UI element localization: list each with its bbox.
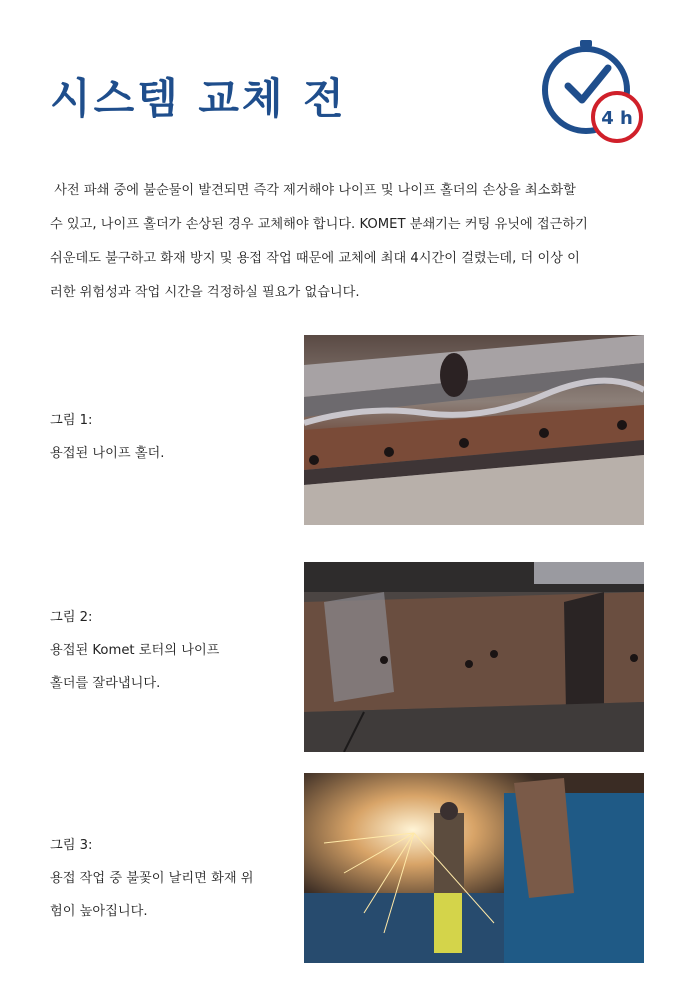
figure-label: 그림 2: <box>50 610 93 625</box>
figure-label: 그림 3: <box>50 838 93 853</box>
figure-3-caption <box>50 829 290 928</box>
figure-text: 홀더를 잘라냅니다. <box>50 676 161 691</box>
figure-label: 그림 1: <box>50 413 93 428</box>
intro-line: 러한 위험성과 작업 시간을 걱정하실 필요가 없습니다. <box>50 285 360 300</box>
figure-text: 용접 작업 중 불꽃이 날리면 화재 위 <box>50 871 254 886</box>
figure-text: 용접된 Komet 로터의 나이프 <box>50 643 220 658</box>
figure-text: 용접된 나이프 홀더. <box>50 446 165 461</box>
figure-3-photo <box>304 773 644 963</box>
intro-line: 수 있고, 나이프 홀더가 손상된 경우 교체해야 합니다. KOMET 분쇄기는 커팅 유닛에 접근하기 <box>50 217 588 232</box>
figure-2-photo <box>304 562 644 752</box>
figure-text: 험이 높아집니다. <box>50 904 148 919</box>
clock-with-checkmark-icon <box>538 38 648 148</box>
intro-line: 쉬운데도 불구하고 화재 방지 및 용접 작업 때문에 교체에 최대 4시간이 걸렸는데, 더 이상 이 <box>50 251 580 266</box>
page-title: 시스템 교체 전 <box>50 74 347 123</box>
figure-1-caption <box>50 404 290 470</box>
intro-line: 사전 파쇄 중에 불순물이 발견되면 즉각 제거해야 나이프 및 나이프 홀더의 손상을 최소화할 <box>50 183 576 198</box>
duration-badge: 4 h <box>601 108 633 129</box>
figure-1-photo <box>304 335 644 525</box>
intro-paragraph <box>50 174 646 310</box>
figure-2-caption <box>50 601 290 700</box>
